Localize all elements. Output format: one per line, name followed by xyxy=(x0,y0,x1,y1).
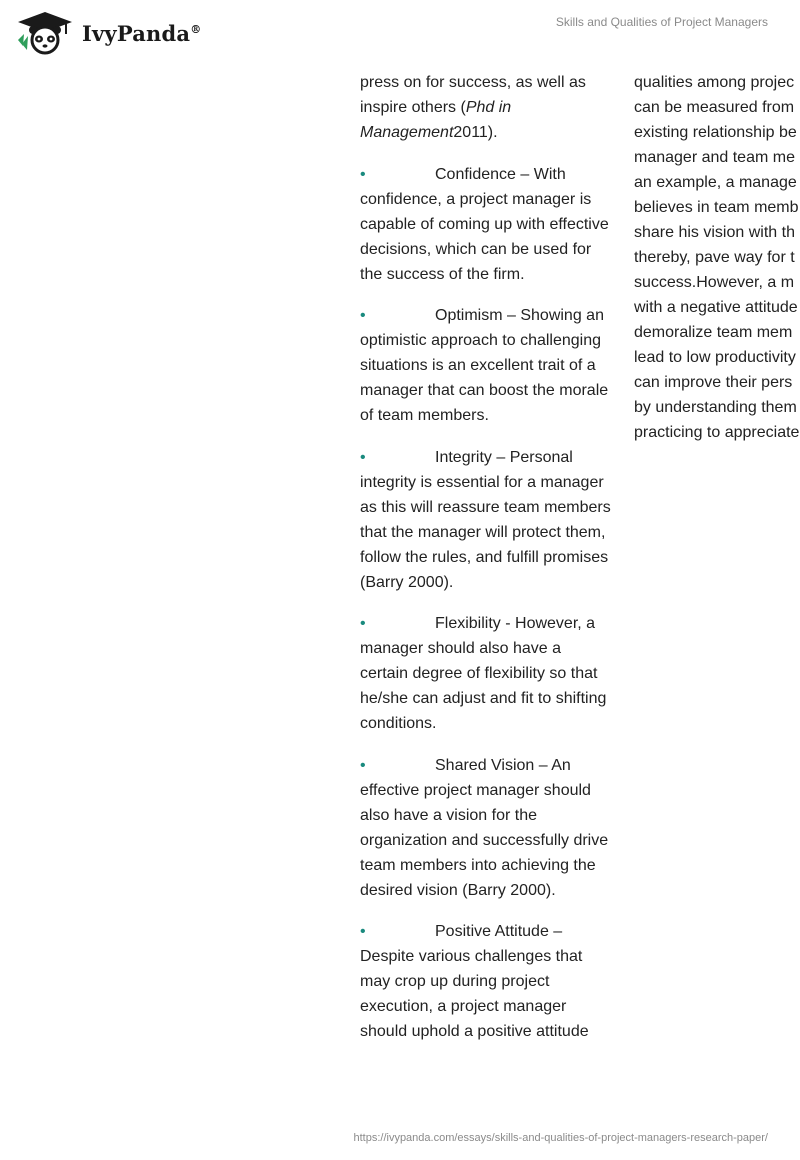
right-line: believes in team memb xyxy=(634,199,799,216)
bullet-integrity: • Integrity – Personal integrity is essential for a manager as this will reassure team members that the manager will protect them, follow the rules, and fulfill promises (Barry 2000). xyxy=(360,445,612,595)
brand-name: IvyPanda® xyxy=(82,20,202,46)
right-line: success.However, a m xyxy=(634,274,795,291)
bullet-positive-attitude: • Positive Attitude – Despite various challenges that may crop up during project execution, a project manager should uphold a positive attitude xyxy=(360,919,612,1044)
bullet-icon: • xyxy=(360,448,366,466)
right-line: can be measured from xyxy=(634,99,795,116)
bullet-confidence: • Confidence – With confidence, a project manager is capable of coming up with effective decisions, which can be used for the success of the firm. xyxy=(360,162,612,287)
intro-paragraph: press on for success, as well as inspire others (Phd in Management2011). xyxy=(360,74,586,141)
right-line: existing relationship be xyxy=(634,124,797,141)
bullet-icon: • xyxy=(360,615,366,632)
right-line: qualities among projec xyxy=(634,74,795,91)
right-line: by understanding them xyxy=(634,399,797,416)
ivypanda-logo[interactable] xyxy=(14,10,201,56)
right-line: manager and team me xyxy=(634,149,795,166)
right-line: demoralize team mem xyxy=(634,324,793,341)
right-column xyxy=(634,70,800,445)
left-column xyxy=(360,70,612,1061)
right-line: practicing to appreciate xyxy=(634,424,800,441)
right-line: can improve their pers xyxy=(634,374,793,391)
source-url[interactable]: https://ivypanda.com/essays/skills-and-qualities-of-project-managers-research-paper/ xyxy=(353,1132,768,1144)
right-line: lead to low productivity xyxy=(634,349,796,366)
bullet-shared-vision: • Shared Vision – An effective project manager should also have a vision for the organization and successfully drive team members into achieving the desired vision (Barry 2000). xyxy=(360,753,612,903)
right-line: share his vision with th xyxy=(634,224,795,241)
bullet-icon: • xyxy=(360,756,366,774)
bullet-icon: • xyxy=(360,165,366,183)
right-line: an example, a manage xyxy=(634,174,797,191)
bullet-icon: • xyxy=(360,923,366,940)
panda-graduate-icon xyxy=(14,10,76,56)
page-title: Skills and Qualities of Project Managers xyxy=(555,15,768,29)
right-line: thereby, pave way for t xyxy=(634,249,795,266)
bullet-icon: • xyxy=(360,307,366,324)
bullet-flexibility: • Flexibility - However, a manager should also have a certain degree of flexibility so that he/she can adjust and fit to shifting conditions. xyxy=(360,611,612,736)
bullet-optimism: • Optimism – Showing an optimistic approach to challenging situations is an excellent trait of a manager that can boost the morale of team members. xyxy=(360,303,612,428)
right-line: with a negative attitude xyxy=(634,299,798,316)
